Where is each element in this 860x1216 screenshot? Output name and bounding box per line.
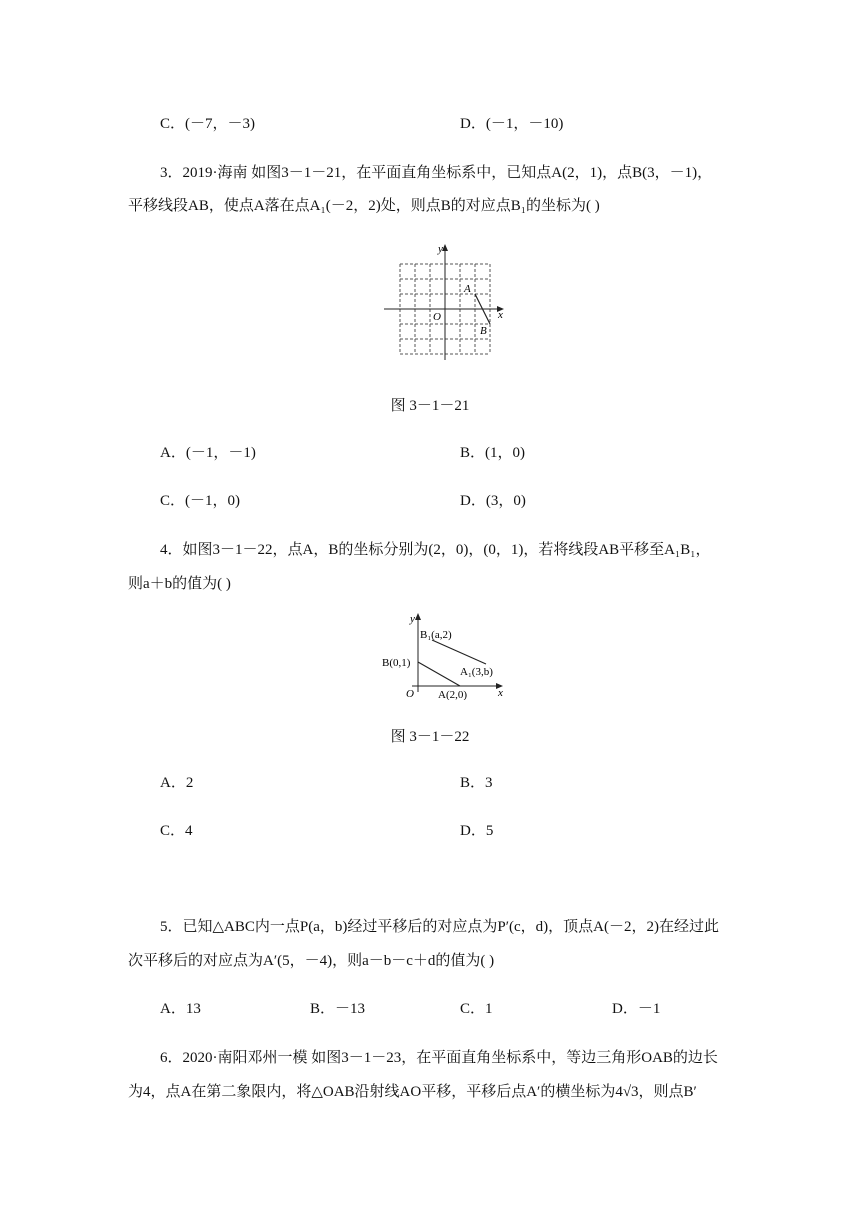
origin-label: O <box>433 311 441 323</box>
q6-stem-line1: 6．2020·南阳邓州一模 如图3－1－23，在平面直角坐标系中，等边三角形OAB的边长 <box>160 1050 718 1066</box>
point-a-label: A(2,0) <box>438 689 468 700</box>
segment-ab <box>418 662 460 686</box>
q4-stem-line2: 则a＋b的值为( ) <box>128 576 231 592</box>
q5-option-c: C．1 <box>460 1001 493 1017</box>
point-b-label: B(0,1) <box>382 657 411 669</box>
y-axis-arrow <box>442 244 448 251</box>
q3-option-d: D．(3，0) <box>460 493 526 509</box>
point-a1-label: A₁(3,b) <box>460 666 493 678</box>
q4-option-b: B．3 <box>460 775 493 791</box>
q4-option-a: A．2 <box>160 775 194 791</box>
q3-option-b: B．(1，0) <box>460 445 525 461</box>
q5-option-b: B．－13 <box>310 1001 366 1017</box>
point-a-label: A <box>464 283 471 295</box>
y-axis-label: y <box>410 613 415 625</box>
y-axis-arrow <box>415 613 421 620</box>
q6-stem-line2: 为4，点A在第二象限内，将△OAB沿射线AO平移，平移后点A′的横坐标为4√3，则点B′ <box>128 1084 697 1100</box>
point-b1-label: B₁(a,2) <box>420 629 452 641</box>
q3-stem-line2: 平移线段AB，使点A落在点A₁(－2，2)处，则点B的对应点B₁的坐标为( ) <box>128 198 600 214</box>
q5-option-a: A．13 <box>160 1001 201 1017</box>
x-axis-label: x <box>498 687 503 699</box>
q5-stem-line1: 5．已知△ABC内一点P(a，b)经过平移后的对应点为P′(c，d)，顶点A(－2，2)在经过此 <box>160 919 719 935</box>
q3-stem-line1: 3．2019·海南 如图3－1－21，在平面直角坐标系中，已知点A(2，1)，点B(3，－1)， <box>160 165 713 181</box>
q3-option-c: C．(－1，0) <box>160 493 240 509</box>
x-axis-label: x <box>498 309 503 321</box>
q4-stem-line1: 4．如图3－1－22，点A，B的坐标分别为(2，0)，(0，1)，若将线段AB平移至A₁B₁， <box>160 542 711 558</box>
q5-stem-line2: 次平移后的对应点为A′(5，－4)，则a－b－c＋d的值为( ) <box>128 953 495 969</box>
q3-option-a: A．(－1，－1) <box>160 445 256 461</box>
figure-3-1-21-caption: 图 3－1－21 <box>390 398 470 414</box>
q2-option-d: D．(－1，－10) <box>460 116 564 132</box>
origin-label: O <box>406 688 414 700</box>
point-b-label: B <box>480 325 487 337</box>
figure-3-1-22 <box>378 610 510 700</box>
figure-3-1-21 <box>378 240 514 362</box>
y-axis-label: y <box>438 243 443 255</box>
q5-option-d: D．－1 <box>612 1001 661 1017</box>
figure-3-1-22-caption: 图 3－1－22 <box>390 729 470 745</box>
segment-a1b1 <box>432 640 486 664</box>
q2-option-c: C．(－7，－3) <box>160 116 255 132</box>
q4-option-c: C．4 <box>160 823 193 839</box>
q4-option-d: D．5 <box>460 823 494 839</box>
